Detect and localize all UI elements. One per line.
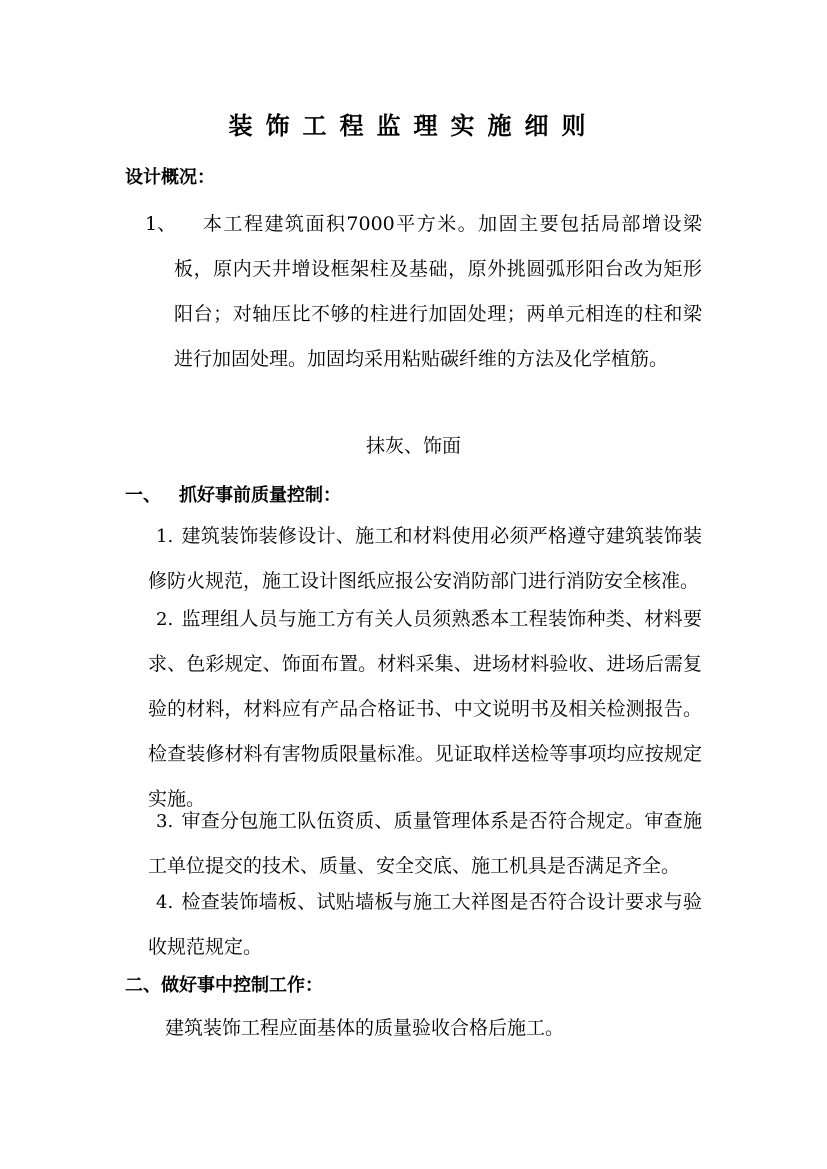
item-number: 3. bbox=[156, 811, 174, 832]
item-text: 监理组人员与施工方有关人员须熟悉本工程装饰种类、材料要求、色彩规定、饰面布置。材料采集、进场材料验收、进场后需复验的材料，材料应有产品合格证书、中文说明书及相关检测报告。检查装修材料有害物质限量标准。见证取样送检等事项均应按规定实施。 bbox=[148, 608, 702, 810]
section1-heading-text: 抓好事前质量控制： bbox=[179, 485, 341, 506]
section1-item-1 bbox=[148, 514, 702, 604]
overview-heading: 设计概况： bbox=[125, 167, 215, 188]
section1-item-2 bbox=[148, 597, 702, 822]
item-number: 2. bbox=[156, 609, 174, 630]
section1-number: 一、 bbox=[125, 485, 161, 506]
item-text: 建筑装饰装修设计、施工和材料使用必须严格遵守建筑装饰装修防火规范，施工设计图纸应报公安消防部门进行消防安全核准。 bbox=[148, 525, 702, 592]
item-number: 4. bbox=[156, 892, 174, 913]
item-number: 1. bbox=[156, 526, 174, 547]
section1-item-3 bbox=[148, 799, 702, 889]
overview-paragraph: 本工程建筑面积7000平方米。加固主要包括局部增设梁板，原内天井增设框架柱及基础，原外挑圆弧形阳台改为矩形阳台；对轴压比不够的柱进行加固处理；两单元相连的柱和梁进行加固处理。加固均采用粘贴碳纤维的方法及化学植筋。 bbox=[174, 213, 702, 370]
section1-item-4 bbox=[148, 880, 702, 970]
section1-heading bbox=[125, 484, 341, 508]
section2-heading: 二、做好事中控制工作： bbox=[125, 975, 323, 996]
item-text: 审查分包施工队伍资质、质量管理体系是否符合规定。审查施工单位提交的技术、质量、安全交底、施工机具是否满足齐全。 bbox=[148, 810, 702, 877]
overview-item-number: 1、 bbox=[145, 213, 177, 235]
document-title: 装饰工程监理实施细则 bbox=[228, 112, 599, 140]
section-title: 抹灰、饰面 bbox=[365, 435, 461, 457]
section2-text: 建筑装饰工程应面基体的质量验收合格后施工。 bbox=[165, 1017, 565, 1039]
item-text: 检查装饰墙板、试贴墙板与施工大祥图是否符合设计要求与验收规范规定。 bbox=[148, 891, 702, 958]
